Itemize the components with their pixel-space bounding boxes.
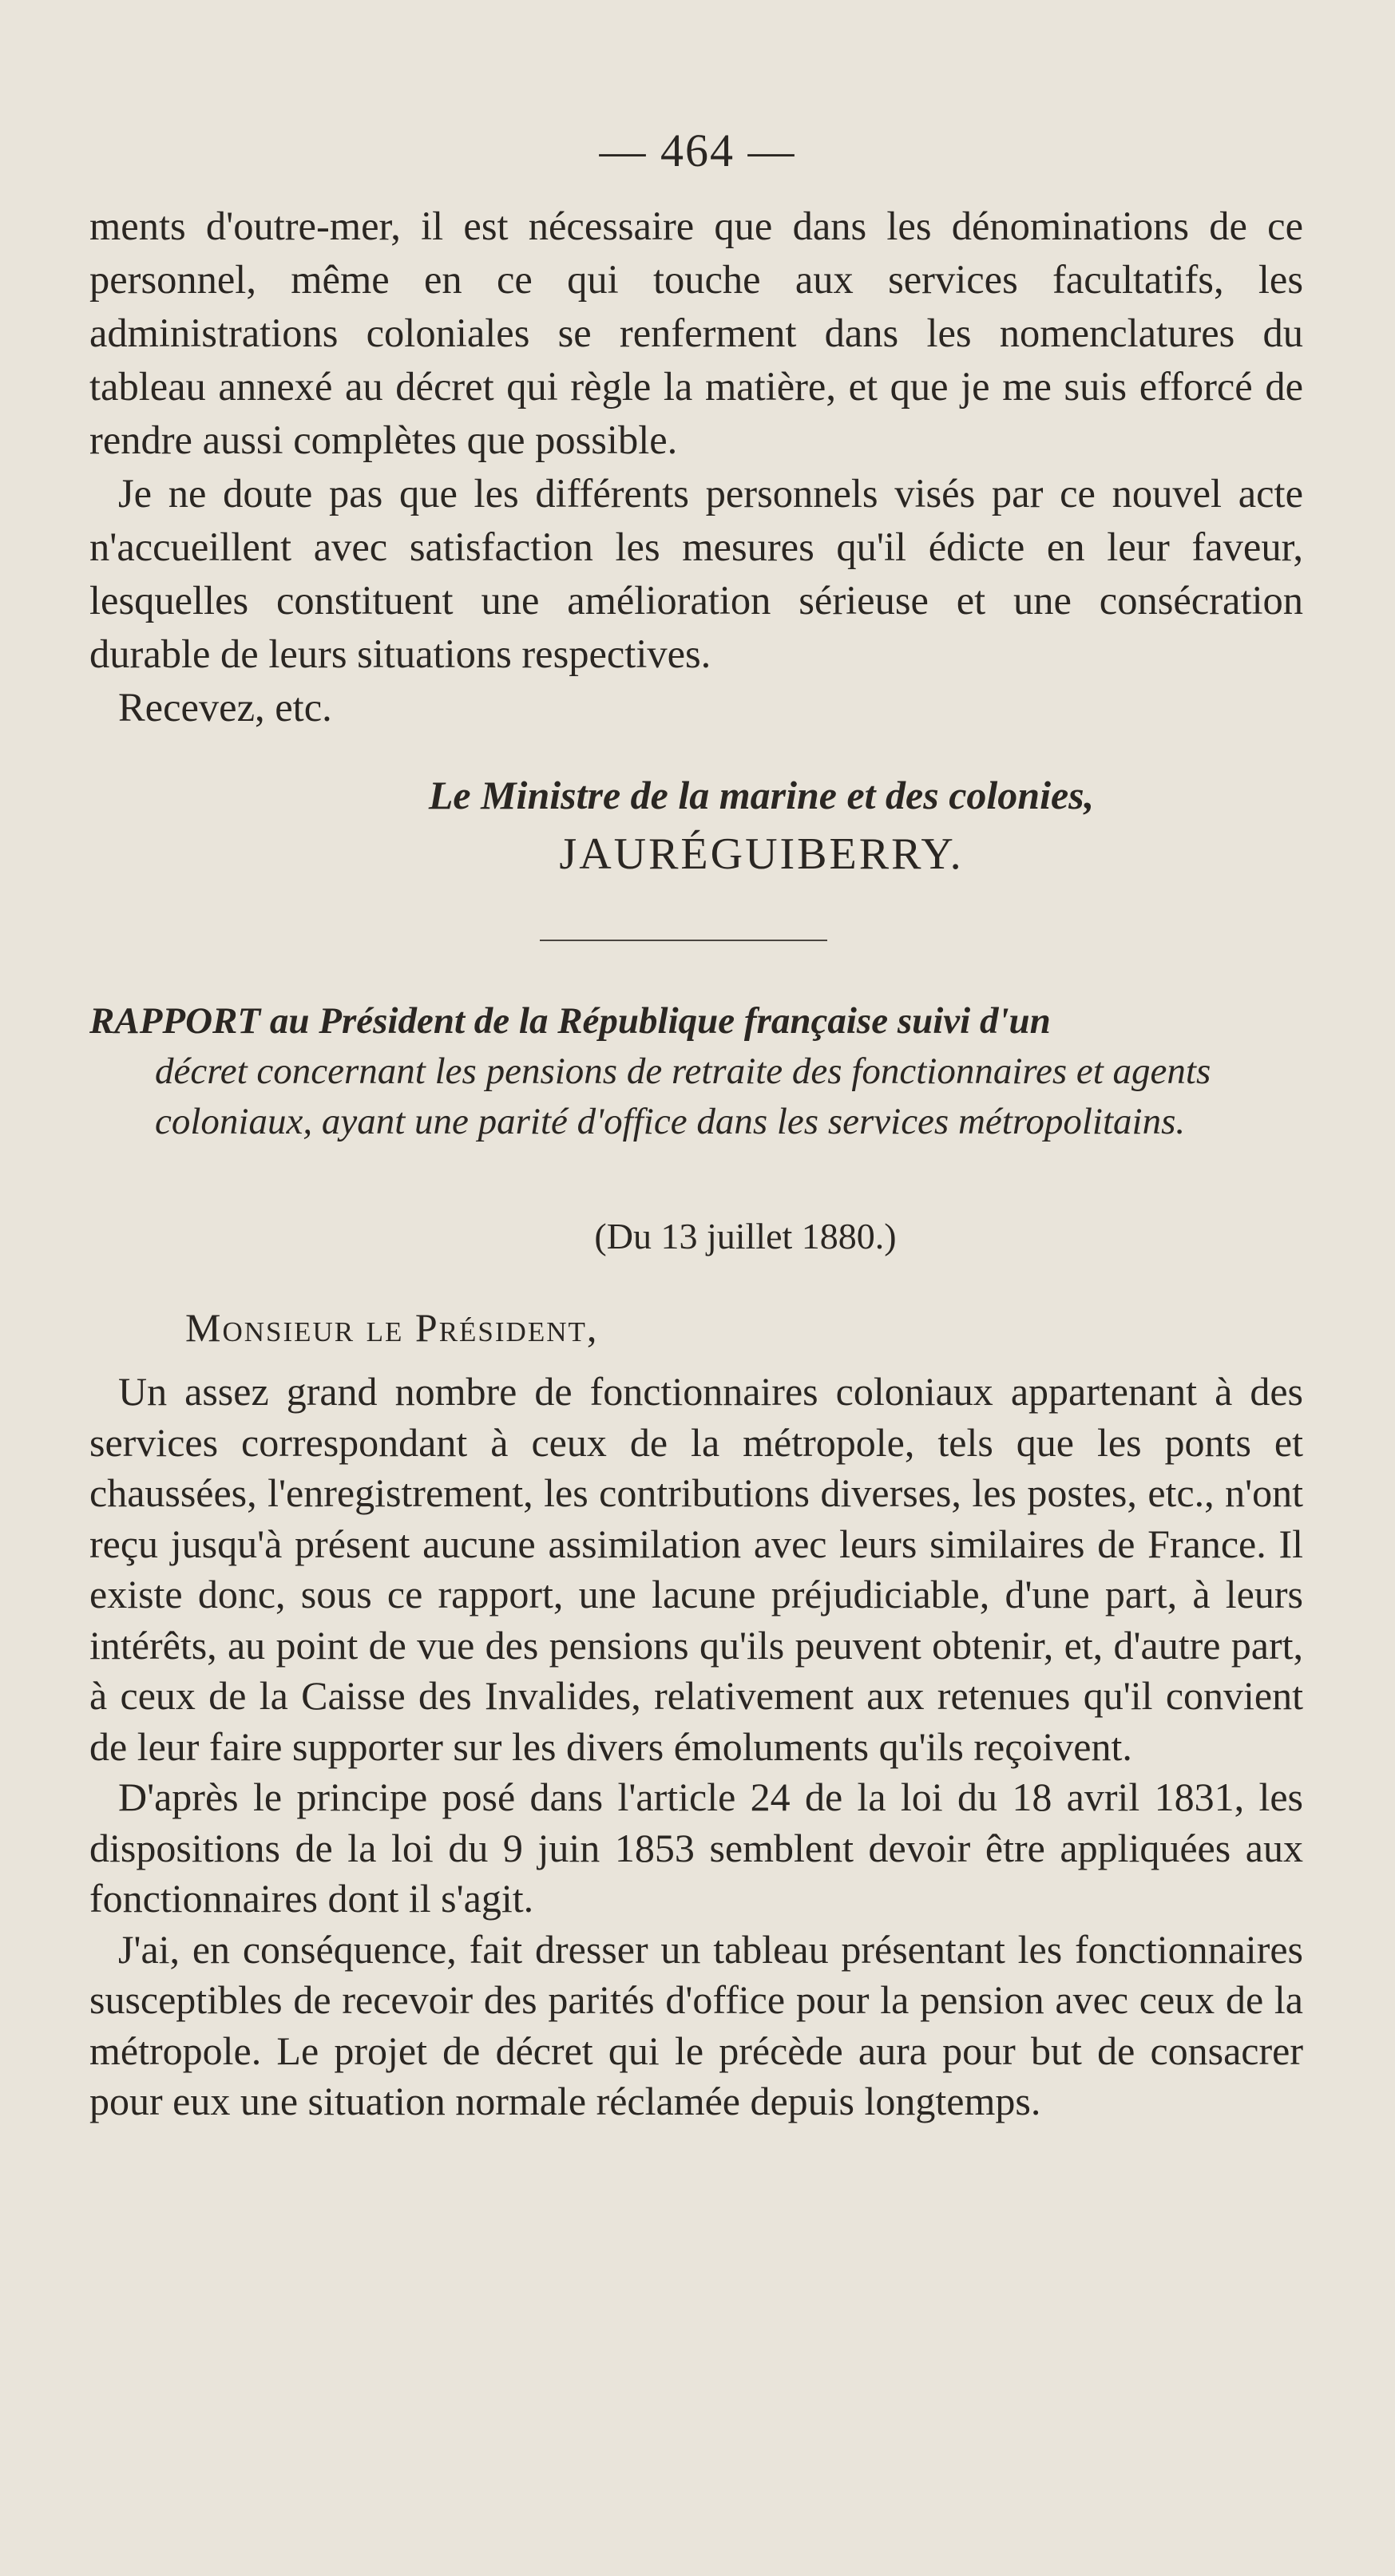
paragraph: Un assez grand nombre de fonctionnaires coloniaux appartenant à des services correspondant à ceux de la métropole, tels que les ponts et chaussées, l'enregistrement, les contributions diverses, les postes, etc., n'ont reçu jusqu'à présent aucune assimilation avec leurs similaires de France. Il existe donc, sous ce rapport, une lacune préjudiciable, d'une part, à leurs intérêts, au point de vue des pensions qu'ils peuvent obtenir, et, d'autre part, à ceux de la Caisse des Invalides, relativement aux retenues qu'il convient de leur faire supporter sur les divers émoluments qu'ils reçoivent. [89, 1369, 1303, 1769]
report-heading-first-line: au Président de la République française suivi d'un [269, 1000, 1051, 1042]
signature-name: JAURÉGUIBERRY. [559, 829, 964, 879]
paragraph: D'après le principe posé dans l'article 24 de la loi du 18 avril 1831, les dispositions de la loi du 9 juin 1853 semblent devoir être appliquées aux fonctionnaires dont il s'agit. [89, 1775, 1303, 1921]
paragraph: ments d'outre-mer, il est nécessaire que dans les dénominations de ce personnel, même en ce qui touche aux services facultatifs, les administrations coloniales se renferment dans les nomenclatures du tableau annexé au décret qui règle la matière, et que je me suis efforcé de rendre aussi complètes que possible. [89, 204, 1303, 462]
page-number: — 464 — [599, 125, 796, 176]
report-body [89, 1367, 1303, 2127]
report-date: (Du 13 juillet 1880.) [594, 1216, 897, 1256]
paragraph: Recevez, etc. [118, 685, 332, 730]
report-heading [89, 996, 1303, 1147]
signature-title: Le Ministre de la marine et des colonies, [428, 773, 1095, 817]
closing-text [89, 200, 1303, 734]
salutation: Monsieur le Président, [185, 1305, 599, 1350]
paragraph: J'ai, en conséquence, fait dresser un tableau présentant les fonctionnaires susceptibles de recevoir des parités d'office pour la pension avec ceux de la métropole. Le projet de décret qui le précède aura pour but de consacrer pour eux une situation normale réclamée depuis longtemps. [89, 1926, 1303, 2123]
paragraph: Je ne doute pas que les différents personnels visés par ce nouvel acte n'accueillent avec satisfaction les mesures qu'il édicte en leur faveur, lesquelles constituent une amélioration sérieuse et une consécration durable de leurs situations respectives. [89, 471, 1303, 676]
report-heading-word: RAPPORT [89, 1000, 261, 1042]
report-heading-rest: décret concernant les pensions de retraite des fonctionnaires et agents coloniaux, ayant une parité d'office dans les services métropolitains. [155, 1051, 1211, 1142]
section-divider [540, 940, 827, 941]
